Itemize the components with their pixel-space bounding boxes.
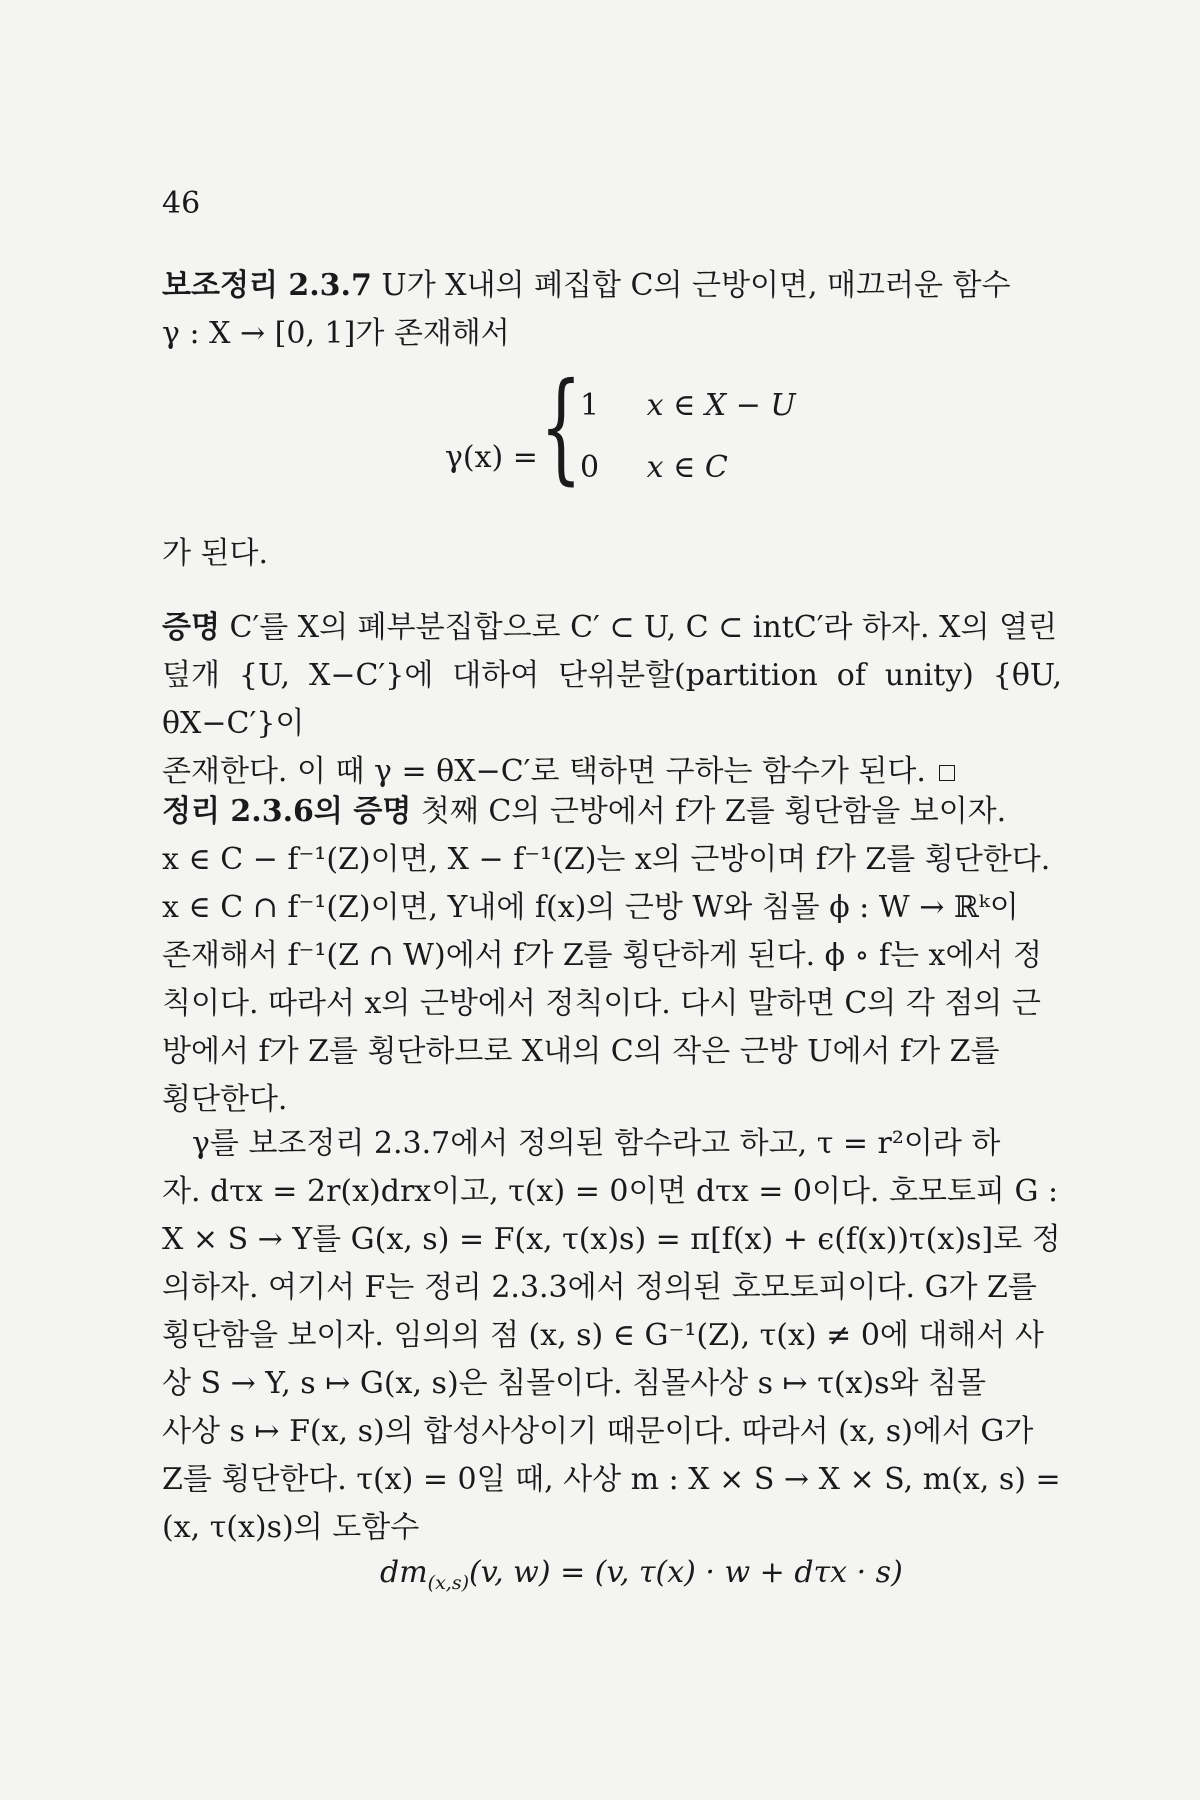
case2-value: 0 bbox=[580, 450, 600, 485]
lemma-text-1: U가 X내의 폐집합 C의 근방이면, 매끄러운 함수 bbox=[381, 268, 1011, 303]
theorem-proof-line-5: 칙이다. 따라서 x의 근방에서 정칙이다. 다시 말하면 C의 각 점의 근 bbox=[162, 986, 1041, 1021]
theorem-proof-line-2: x ∈ C − f⁻¹(Z)이면, X − f⁻¹(Z)는 x의 근방이며 f가 Z를 횡단한다. bbox=[162, 842, 1051, 877]
theorem-proof-line-7: 횡단한다. bbox=[162, 1082, 288, 1117]
case1-condition: x ∈ X − U bbox=[646, 388, 796, 423]
after-display-text: 가 된다. bbox=[162, 536, 269, 571]
page-number: 46 bbox=[162, 186, 201, 221]
proof-paragraph bbox=[162, 604, 1062, 796]
homotopy-line-4: 의하자. 여기서 F는 정리 2.3.3에서 정의된 호모토피이다. G가 Z를 bbox=[162, 1270, 1037, 1305]
dm-lhs: dm bbox=[380, 1555, 428, 1590]
homotopy-paragraph-rest bbox=[162, 1168, 1062, 1552]
case-row-2 bbox=[580, 450, 728, 485]
homotopy-line-7: 사상 s ↦ F(x, s)의 합성사상이기 때문이다. 따라서 (x, s)에서 G가 bbox=[162, 1414, 1034, 1449]
proof-line-3: 존재한다. 이 때 γ = θX−C′로 택하면 구하는 함수가 된다. bbox=[162, 748, 1062, 796]
theorem-proof-paragraph bbox=[162, 788, 1062, 1124]
lemma-label: 보조정리 2.3.7 bbox=[162, 268, 372, 303]
cases-brace: { bbox=[540, 358, 582, 497]
dm-subscript: (x,s) bbox=[427, 1572, 469, 1594]
proof-label: 증명 bbox=[162, 610, 220, 645]
homotopy-line-6: 상 S → Y, s ↦ G(x, s)은 침몰이다. 침몰사상 s ↦ τ(x)s와 침몰 bbox=[162, 1366, 987, 1401]
case-row-1 bbox=[580, 388, 796, 423]
homotopy-line-1: γ를 보조정리 2.3.7에서 정의된 함수라고 하고, τ = r²이라 하 bbox=[192, 1126, 1001, 1161]
homotopy-line-8: Z를 횡단한다. τ(x) = 0일 때, 사상 m : X × S → X × S, m(x, s) = bbox=[162, 1462, 1061, 1497]
dm-rhs: (v, w) = (v, τ(x) · w + dτx · s) bbox=[469, 1555, 903, 1590]
homotopy-line-2: 자. dτx = 2r(x)drx이고, τ(x) = 0이면 dτx = 0이다. 호모토피 G : bbox=[162, 1174, 1059, 1209]
lemma-paragraph bbox=[162, 262, 1062, 358]
derivative-display bbox=[380, 1555, 903, 1594]
theorem-proof-line-3: x ∈ C ∩ f⁻¹(Z)이면, Y내에 f(x)의 근방 W와 침몰 ϕ : W → ℝᵏ이 bbox=[162, 890, 1019, 925]
homotopy-line-5: 횡단함을 보이자. 임의의 점 (x, s) ∈ G⁻¹(Z), τ(x) ≠ 0에 대해서 사 bbox=[162, 1318, 1044, 1353]
homotopy-line-9: (x, τ(x)s)의 도함수 bbox=[162, 1510, 420, 1545]
theorem-proof-line-6: 방에서 f가 Z를 횡단하므로 X내의 C의 작은 근방 U에서 f가 Z를 bbox=[162, 1034, 1000, 1069]
proof-line-2: 덮개 {U, X−C′}에 대하여 단위분할(partition of unity) {θU, θX−C′}이 bbox=[162, 658, 1062, 741]
case1-value: 1 bbox=[580, 388, 600, 423]
lemma-line-2: γ : X → [0, 1]가 존재해서 bbox=[162, 316, 510, 351]
lemma-line-1 bbox=[162, 262, 1062, 310]
theorem-proof-line-1: 정리 2.3.6의 증명 첫째 C의 근방에서 f가 Z를 횡단함을 보이자. bbox=[162, 794, 1007, 829]
qed-box-icon bbox=[939, 765, 955, 781]
proof-line-1: 증명 C′를 X의 폐부분집합으로 C′ ⊂ U, C ⊂ intC′라 하자. X의 열린 bbox=[162, 610, 1057, 645]
theorem-proof-label: 정리 2.3.6의 증명 bbox=[162, 794, 412, 829]
theorem-proof-line-4: 존재해서 f⁻¹(Z ∩ W)에서 f가 Z를 횡단하게 된다. ϕ ∘ f는 x에서 정 bbox=[162, 938, 1042, 973]
gamma-lhs: γ(x) = bbox=[445, 440, 538, 475]
homotopy-line-3: X × S → Y를 G(x, s) = F(x, τ(x)s) = π[f(x) + ϵ(f(x))τ(x)s]로 정 bbox=[162, 1222, 1061, 1257]
case2-condition: x ∈ C bbox=[646, 450, 728, 485]
homotopy-paragraph bbox=[162, 1120, 1062, 1168]
